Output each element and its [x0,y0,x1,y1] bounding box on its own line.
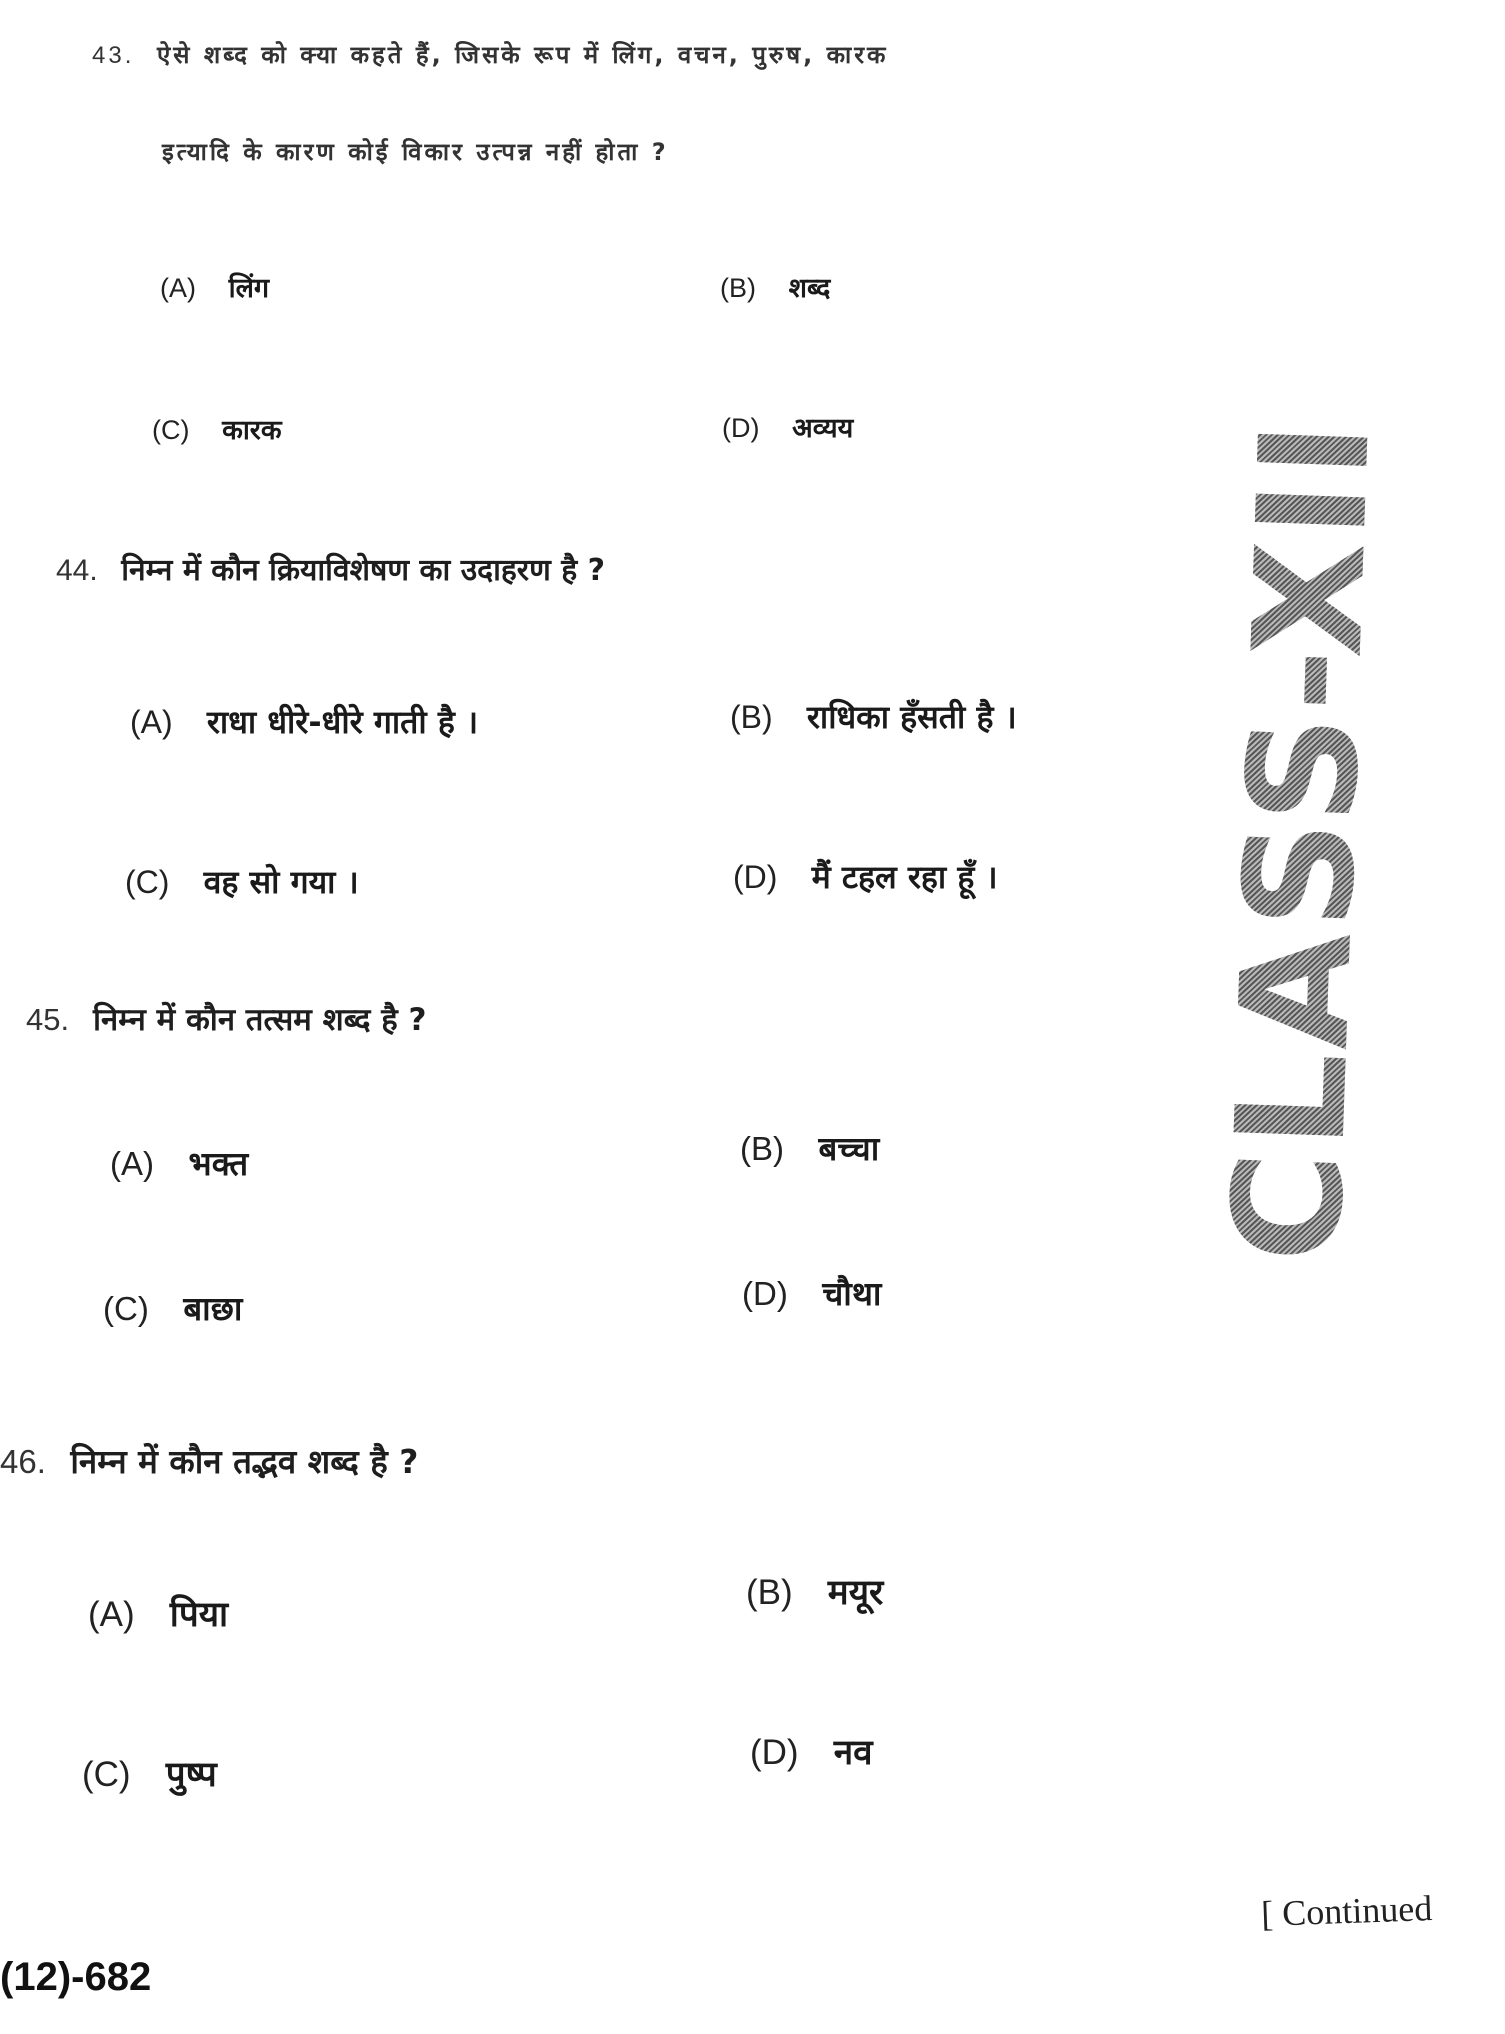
q45-option-d[interactable] [742,1270,881,1315]
option-text: भक्त [188,1144,249,1183]
question-44 [56,548,605,589]
question-number: 45. [26,1002,70,1037]
q44-option-d[interactable] [733,855,998,898]
question-text: निम्न में कौन तत्सम शब्द है ? [92,1002,427,1038]
q43-option-b[interactable] [720,268,830,305]
option-text: चौथा [822,1274,882,1313]
q46-option-a[interactable] [88,1590,228,1637]
option-label: (C) [82,1755,131,1794]
option-text: अव्यय [792,413,854,444]
q46-option-d[interactable] [750,1728,873,1775]
question-number: 44. [56,554,98,587]
option-text: बच्चा [818,1129,880,1168]
q43-option-c[interactable] [152,410,282,447]
question-number: 46. [0,1443,46,1480]
question-number: 43. [92,42,135,69]
option-text: मैं टहल रहा हूँ । [811,858,998,896]
option-text: राधिका हँसती है । [806,698,1017,736]
option-label: (D) [750,1733,799,1772]
option-label: (A) [160,273,196,303]
option-label: (A) [110,1145,154,1182]
option-label: (D) [722,413,760,443]
option-label: (C) [103,1290,149,1327]
option-text: वह सो गया । [203,863,359,901]
option-text: लिंग [228,273,270,304]
question-text: इत्यादि के कारण कोई विकार उत्पन्न नहीं होता ? [162,138,669,166]
q46-option-c[interactable] [82,1750,217,1797]
option-label: (C) [125,864,170,900]
option-text: शब्द [788,273,831,304]
option-text: नव [833,1733,873,1773]
q44-option-a[interactable] [130,700,478,743]
option-text: मयूर [827,1573,884,1613]
option-label: (B) [720,273,756,303]
class-watermark [1200,270,1404,1410]
option-text: पिया [169,1595,229,1635]
option-label: (A) [130,704,173,740]
q44-option-b[interactable] [730,695,1017,738]
q45-option-a[interactable] [110,1140,248,1185]
option-text: बाछा [183,1289,243,1328]
question-text: ऐसे शब्द को क्या कहते हैं, जिसके रूप में लिंग, वचन, पुरुष, कारक [157,41,889,69]
option-text: कारक [222,415,282,446]
option-label: (B) [730,699,773,735]
option-label: (A) [88,1595,135,1634]
question-46 [0,1438,418,1483]
option-text: पुष्प [165,1755,217,1795]
paper-code: (12)-682 [0,1955,152,1999]
option-label: (C) [152,415,190,445]
option-text: राधा धीरे-धीरे गाती है । [206,703,479,741]
q46-option-b[interactable] [746,1568,883,1615]
question-text: निम्न में कौन क्रियाविशेषण का उदाहरण है ? [121,553,605,588]
option-label: (D) [733,859,778,895]
option-label: (D) [742,1275,788,1312]
question-45 [26,998,427,1040]
q43-option-d[interactable] [722,408,853,445]
option-label: (B) [740,1130,784,1167]
question-43-line1 [92,38,889,71]
continued-note: [ Continued [1260,1888,1433,1935]
q45-option-b[interactable] [740,1125,879,1170]
q43-option-a[interactable] [160,268,269,305]
q45-option-c[interactable] [103,1285,242,1330]
q44-option-c[interactable] [125,860,359,903]
option-label: (B) [746,1573,793,1612]
watermark-text: CLASS-XII [1200,415,1404,1265]
question-text: निम्न में कौन तद्भव शब्द है ? [70,1442,419,1481]
question-43-line2 [162,135,669,168]
